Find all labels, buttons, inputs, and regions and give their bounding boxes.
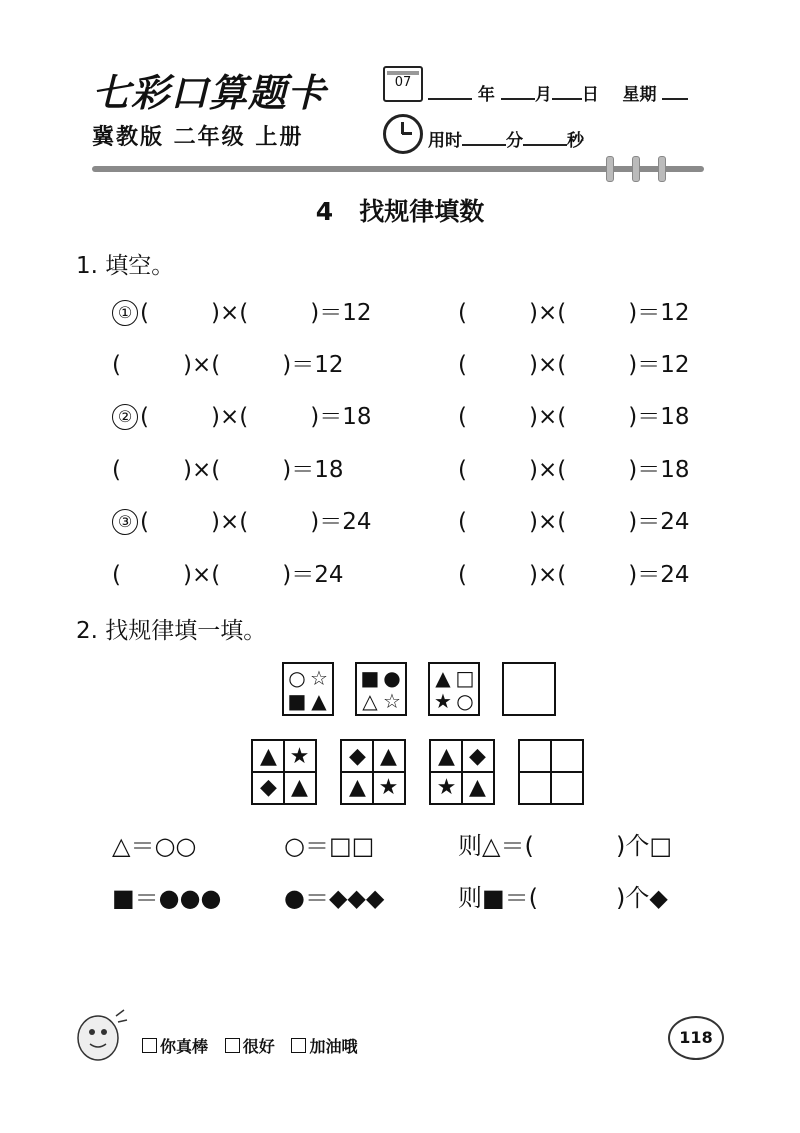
- praise-options: [142, 1034, 357, 1057]
- open-paren: (: [140, 404, 149, 430]
- open-paren: (: [557, 404, 567, 430]
- relation-2-suffix: )个◆: [616, 884, 668, 912]
- pattern-box-1: [282, 662, 334, 716]
- equals-sign: ＝: [319, 509, 343, 535]
- relation-2-answer[interactable]: [570, 878, 610, 908]
- close-paren: ): [310, 404, 320, 430]
- equals-sign: ＝: [637, 562, 661, 588]
- weekday-label: 星期: [622, 85, 657, 105]
- times-sign: ×: [219, 509, 240, 535]
- shape-symbol: ○: [288, 666, 306, 690]
- mascot-icon: [72, 1006, 130, 1068]
- shape-symbol: ○: [456, 689, 474, 713]
- shape-symbol: ★: [436, 775, 457, 800]
- binder-ring: [632, 156, 640, 182]
- month-label: 月: [534, 85, 552, 105]
- minute-blank[interactable]: [462, 130, 506, 146]
- equals-sign: ＝: [637, 509, 661, 535]
- open-paren: (: [112, 457, 121, 483]
- close-paren: ): [528, 352, 538, 378]
- product-value: 18: [660, 404, 690, 430]
- close-paren: ): [182, 562, 192, 588]
- brand-title: 七彩口算题卡: [92, 70, 327, 115]
- shape-symbol: ▲: [291, 775, 308, 800]
- close-paren: ): [182, 457, 192, 483]
- open-paren: (: [458, 404, 467, 430]
- edition-label: 冀教版 二年级 上册: [92, 125, 304, 150]
- equation-2-left: [112, 346, 344, 379]
- item-number: ①: [112, 300, 138, 326]
- times-sign: ×: [537, 300, 558, 326]
- close-paren: ): [210, 300, 220, 326]
- shape-symbol: ▲: [349, 775, 366, 800]
- page-number: 118: [668, 1016, 724, 1060]
- product-value: 18: [660, 457, 690, 483]
- close-paren: ): [528, 509, 538, 535]
- close-paren: ): [282, 562, 292, 588]
- pattern-grid-2: [340, 739, 406, 805]
- shape-symbol: ◆: [349, 744, 366, 769]
- shape-symbol: ■: [360, 666, 380, 690]
- times-sign: ×: [537, 562, 558, 588]
- equation-6-left: [112, 556, 344, 589]
- shape-symbol: ▲: [380, 744, 397, 769]
- equation-5-left: [112, 503, 372, 536]
- times-sign: ×: [219, 300, 240, 326]
- close-paren: ): [528, 404, 538, 430]
- equation-6-right: [458, 556, 690, 589]
- equation-5-right: [458, 503, 690, 536]
- shape-symbol: ▲: [435, 666, 451, 690]
- close-paren: ): [310, 300, 320, 326]
- answer-box-1[interactable]: [502, 662, 556, 716]
- open-paren: (: [458, 509, 467, 535]
- times-sign: ×: [219, 404, 240, 430]
- open-paren: (: [112, 562, 121, 588]
- equation-4-right: [458, 451, 690, 484]
- calendar-icon: [383, 66, 423, 102]
- product-value: 24: [314, 562, 344, 588]
- open-paren: (: [458, 457, 467, 483]
- second-label: 秒: [567, 131, 584, 151]
- times-sign: ×: [191, 457, 212, 483]
- answer-grid-2[interactable]: [518, 739, 584, 805]
- product-value: 24: [342, 509, 372, 535]
- shape-symbol: ▲: [311, 689, 327, 713]
- close-paren: ): [210, 509, 220, 535]
- close-paren: ): [628, 300, 638, 326]
- equals-sign: ＝: [291, 457, 315, 483]
- binder-ring: [606, 156, 614, 182]
- pattern-box-3: [428, 662, 480, 716]
- open-paren: (: [239, 404, 249, 430]
- relation-1-answer[interactable]: [570, 826, 610, 856]
- open-paren: (: [112, 352, 121, 378]
- close-paren: ): [282, 457, 292, 483]
- product-value: 18: [314, 457, 344, 483]
- close-paren: ): [628, 562, 638, 588]
- shape-symbol: ★: [378, 775, 399, 800]
- option-keep-going: 加油哦: [309, 1037, 358, 1056]
- open-paren: (: [239, 509, 249, 535]
- lesson-title: 4 找规律填数: [315, 197, 485, 226]
- product-value: 12: [660, 300, 690, 326]
- equals-sign: ＝: [291, 562, 315, 588]
- open-paren: (: [140, 300, 149, 326]
- clock-icon: [383, 114, 423, 154]
- shape-symbol: ■: [287, 689, 307, 713]
- item-number: ②: [112, 404, 138, 430]
- shape-symbol: □: [455, 666, 475, 690]
- product-value: 24: [660, 562, 690, 588]
- item-number: ③: [112, 509, 138, 535]
- day-blank[interactable]: [552, 84, 582, 100]
- close-paren: ): [182, 352, 192, 378]
- close-paren: ): [628, 352, 638, 378]
- open-paren: (: [239, 300, 249, 326]
- open-paren: (: [557, 562, 567, 588]
- equation-1-right: [458, 294, 690, 327]
- pattern-grid-3: [429, 739, 495, 805]
- option-great: 你真棒: [160, 1037, 209, 1056]
- relation-1-a: △＝○○: [112, 832, 197, 860]
- relation-2-prefix: 则■＝(: [458, 884, 539, 912]
- checkbox-good[interactable]: [225, 1038, 240, 1053]
- option-good: 很好: [242, 1037, 275, 1056]
- grid-line: [520, 771, 582, 773]
- equals-sign: ＝: [291, 352, 315, 378]
- month-blank[interactable]: [501, 84, 535, 100]
- equals-sign: ＝: [637, 404, 661, 430]
- equals-sign: ＝: [637, 300, 661, 326]
- minute-label: 分: [506, 131, 523, 151]
- shape-symbol: ◆: [260, 775, 277, 800]
- shape-symbol: △: [362, 689, 378, 713]
- times-sign: ×: [537, 404, 558, 430]
- equation-3-right: [458, 398, 690, 431]
- question-2-title: 2. 找规律填一填。: [76, 618, 267, 644]
- day-label: 日: [581, 85, 599, 105]
- relation-1-prefix: 则△＝(: [458, 832, 534, 860]
- close-paren: ): [628, 509, 638, 535]
- shape-symbol: ☆: [310, 666, 328, 690]
- equals-sign: ＝: [637, 457, 661, 483]
- relation-2-a: ■＝●●●: [112, 884, 222, 912]
- shape-symbol: ☆: [383, 689, 401, 713]
- shape-symbol: ★: [289, 744, 310, 769]
- open-paren: (: [557, 509, 567, 535]
- product-value: 12: [314, 352, 344, 378]
- equation-3-left: [112, 398, 372, 431]
- open-paren: (: [458, 562, 467, 588]
- close-paren: ): [310, 509, 320, 535]
- open-paren: (: [211, 457, 221, 483]
- equation-2-right: [458, 346, 690, 379]
- times-sign: ×: [191, 562, 212, 588]
- weekday-blank[interactable]: [662, 84, 688, 100]
- pattern-box-2: [355, 662, 407, 716]
- open-paren: (: [140, 509, 149, 535]
- question-1-title: 1. 填空。: [76, 253, 175, 279]
- equation-1-left: [112, 294, 372, 327]
- open-paren: (: [211, 352, 221, 378]
- date-fields: [428, 80, 688, 105]
- product-value: 12: [342, 300, 372, 326]
- open-paren: (: [557, 300, 567, 326]
- close-paren: ): [528, 457, 538, 483]
- time-fields: [428, 126, 584, 151]
- equals-sign: ＝: [319, 300, 343, 326]
- equation-4-left: [112, 451, 344, 484]
- product-value: 18: [342, 404, 372, 430]
- open-paren: (: [458, 352, 467, 378]
- equals-sign: ＝: [637, 352, 661, 378]
- product-value: 24: [660, 509, 690, 535]
- close-paren: ): [628, 404, 638, 430]
- relation-2-b: ●＝◆◆◆: [284, 884, 385, 912]
- product-value: 12: [660, 352, 690, 378]
- checkbox-great[interactable]: [142, 1038, 157, 1053]
- times-sign: ×: [191, 352, 212, 378]
- close-paren: ): [528, 300, 538, 326]
- equals-sign: ＝: [319, 404, 343, 430]
- relation-1-b: ○＝□□: [284, 832, 375, 860]
- close-paren: ): [282, 352, 292, 378]
- open-paren: (: [557, 352, 567, 378]
- shape-symbol: ●: [383, 666, 401, 690]
- close-paren: ): [210, 404, 220, 430]
- shape-symbol: ▲: [438, 744, 455, 769]
- shape-symbol: ▲: [260, 744, 277, 769]
- relation-1-suffix: )个□: [616, 832, 673, 860]
- times-sign: ×: [537, 509, 558, 535]
- pattern-grid-1: [251, 739, 317, 805]
- shape-symbol: ▲: [469, 775, 486, 800]
- year-label: 年: [477, 85, 495, 105]
- times-sign: ×: [537, 457, 558, 483]
- calendar-day: 07: [394, 75, 412, 90]
- shape-symbol: ◆: [469, 744, 486, 769]
- open-paren: (: [211, 562, 221, 588]
- checkbox-keep-going[interactable]: [291, 1038, 306, 1053]
- open-paren: (: [458, 300, 467, 326]
- second-blank[interactable]: [523, 130, 567, 146]
- year-blank[interactable]: [428, 84, 472, 100]
- binder-ring: [658, 156, 666, 182]
- open-paren: (: [557, 457, 567, 483]
- shape-symbol: ★: [434, 689, 452, 713]
- time-label: 用时: [428, 131, 462, 151]
- close-paren: ): [628, 457, 638, 483]
- times-sign: ×: [537, 352, 558, 378]
- close-paren: ): [528, 562, 538, 588]
